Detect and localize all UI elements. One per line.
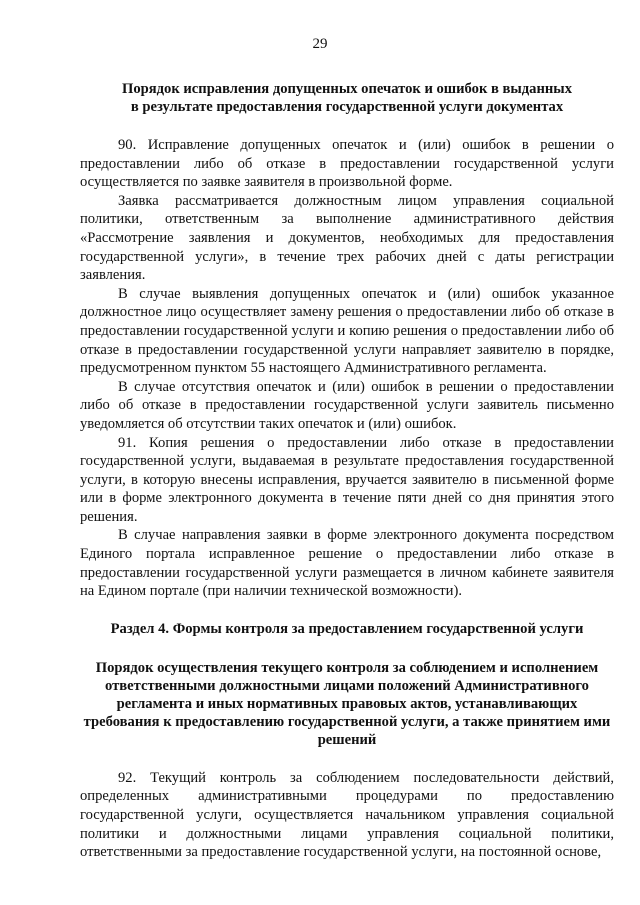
heading-typo-correction [80,80,614,116]
heading-line-2: в результате предоставления государственной услуги документах [130,99,564,115]
paragraph-91: 91. Копия решения о предоставлении либо отказе в предоставлении государственной услуги, выдаваемая в результате предоставления государственной услуги, в которую внесены исправления, вручается заявителю в письменной форме или в форме электронного документа в течение пяти дней со дня принятия этого решения. [80,434,614,525]
paragraph-92: 92. Текущий контроль за соблюдением последовательности действий, определенных административными процедурами по предоставлению государственной услуги, осуществляется начальником управления социальной политики и должностными лицами управления социальной политики, ответственными за предоставление государственной услуги, на постоянной основе, [80,769,614,861]
paragraph-electronic-application: В случае направления заявки в форме электронного документа посредством Единого портала исправленное решение о предоставлении либо отказе в предоставлении государственной услуги размещается в личном кабинете заявителя на Едином портале (при наличии технической возможности). [80,527,614,600]
paragraph-90: 90. Исправление допущенных опечаток и (или) ошибок в решении о предоставлении либо об отказе в предоставлении государственной услуги осуществляется по заявке заявителя в произвольной форме. [80,137,614,191]
paragraph-errors-found: В случае выявления допущенных опечаток и (или) ошибок указанное должностное лицо осуществляет замену решения о предоставлении либо об отказе в предоставлении государственной услуги и копию решения о предоставлении либо об отказе в предоставлении государственной услуги направляет заявителю в порядке, предусмотренном пунктом 55 настоящего Административного регламента. [80,285,614,377]
document-body [80,80,614,862]
page-number: 29 [312,36,328,52]
heading-line-1: Порядок исправления допущенных опечаток и ошибок в выданных [122,81,572,97]
paragraph-application-review: Заявка рассматривается должностным лицом управления социальной политики, ответственным за выполнение административного действия «Рассмотрение заявления и документов, необходимых для предоставления государственной услуги», в течение трех рабочих дней с даты регистрации заявления. [80,192,614,284]
heading-current-control: Порядок осуществления текущего контроля за соблюдением и исполнением ответственными должностными лицами положений Административного регламента и иных нормативных правовых актов, устанавливающих требования к предоставлению государственной услуги, а также принятием ими решений [83,659,611,748]
section-4-heading: Раздел 4. Формы контроля за предоставлением государственной услуги [110,620,584,637]
paragraph-no-errors: В случае отсутствия опечаток и (или) ошибок в решении о предоставлении либо об отказе в предоставлении государственной услуги заявитель письменно уведомляется об отсутствии таких опечаток и (или) ошибок. [80,378,614,432]
